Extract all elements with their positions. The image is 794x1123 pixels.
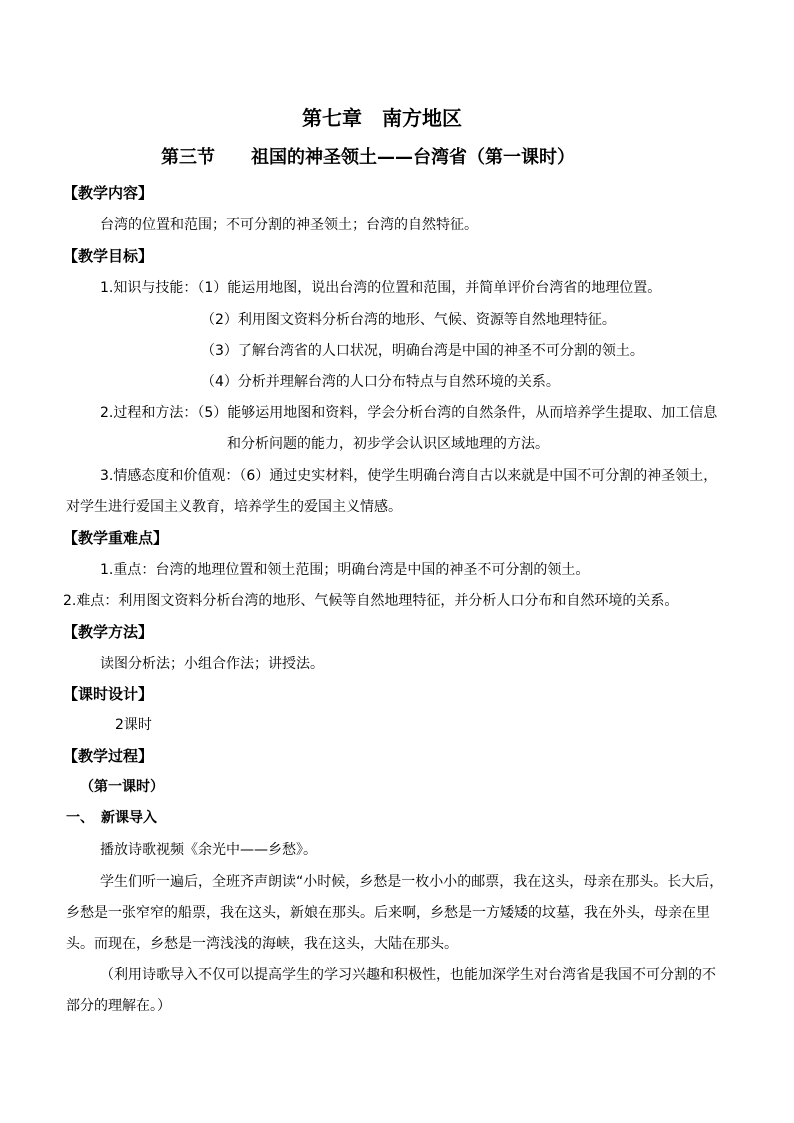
key-points-heading: 【教学重难点】 <box>63 529 169 547</box>
content-text: 台湾的位置和范围；不可分割的神圣领土；台湾的自然特征。 <box>100 217 478 233</box>
goal-emotion-1: 3.情感态度和价值观：（6）通过史实材料，使学生明确台湾自古以来就是中国不可分割的神圣领土， <box>100 468 718 484</box>
step-1-heading: 一、 新课导入 <box>66 810 157 826</box>
poem-line-2: 乡愁是一张窄窄的船票，我在这头，新娘在那头。后来啊，乡愁是一方矮矮的坟墓，我在外头，母亲在里 <box>66 905 710 921</box>
methods-text: 读图分析法；小组合作法；讲授法。 <box>100 656 324 672</box>
key-point-text: 1.重点：台湾的地理位置和领土范围；明确台湾是中国的神圣不可分割的领土。 <box>100 562 590 578</box>
goal-skills-3: （3）了解台湾省的人口状况，明确台湾是中国的神圣不可分割的领土。 <box>201 343 644 359</box>
note-line-1: （利用诗歌导入不仅可以提高学生的学习兴趣和积极性，也能加深学生对台湾省是我国不可分割的不 <box>100 967 716 983</box>
process-heading: 【教学过程】 <box>63 747 154 765</box>
chapter-title: 第七章 南方地区 <box>302 106 462 130</box>
goal-skills-1: 1.知识与技能：（1）能运用地图，说出台湾的位置和范围，并简单评价台湾省的地理位置。 <box>100 280 662 296</box>
goal-process-1: 2.过程和方法：（5）能够运用地图和资料，学会分析台湾的自然条件，从而培养学生提取、加工信息 <box>100 405 718 421</box>
goal-emotion-2: 对学生进行爱国主义教育，培养学生的爱国主义情感。 <box>66 499 402 515</box>
goal-process-2: 和分析问题的能力，初步学会认识区域地理的方法。 <box>227 436 549 452</box>
intro-paragraph: 播放诗歌视频《余光中——乡愁》。 <box>100 842 317 858</box>
section-title: 第三节 祖国的神圣领土——台湾省（第一课时） <box>161 147 575 168</box>
poem-line-1: 学生们听一遍后，全班齐声朗读“小时候，乡愁是一枚小小的邮票，我在这头，母亲在那头。长大后， <box>100 874 724 890</box>
difficult-point-text: 2.难点：利用图文资料分析台湾的地形、气候等自然地理特征，并分析人口分布和自然环境的关系。 <box>63 593 679 609</box>
goals-heading: 【教学目标】 <box>63 247 154 265</box>
hours-text: 2课时 <box>115 717 152 733</box>
lesson-label: （第一课时） <box>80 779 164 795</box>
goal-skills-4: （4）分析并理解台湾的人口分布特点与自然环境的关系。 <box>201 374 560 390</box>
goal-skills-2: （2）利用图文资料分析台湾的地形、气候、资源等自然地理特征。 <box>201 312 616 328</box>
note-line-2: 部分的理解在。） <box>66 998 171 1014</box>
poem-line-3: 头。而现在，乡愁是一湾浅浅的海峡，我在这头，大陆在那头。 <box>66 936 458 952</box>
hours-heading: 【课时设计】 <box>63 685 154 703</box>
content-heading: 【教学内容】 <box>63 184 154 202</box>
methods-heading: 【教学方法】 <box>63 623 154 641</box>
